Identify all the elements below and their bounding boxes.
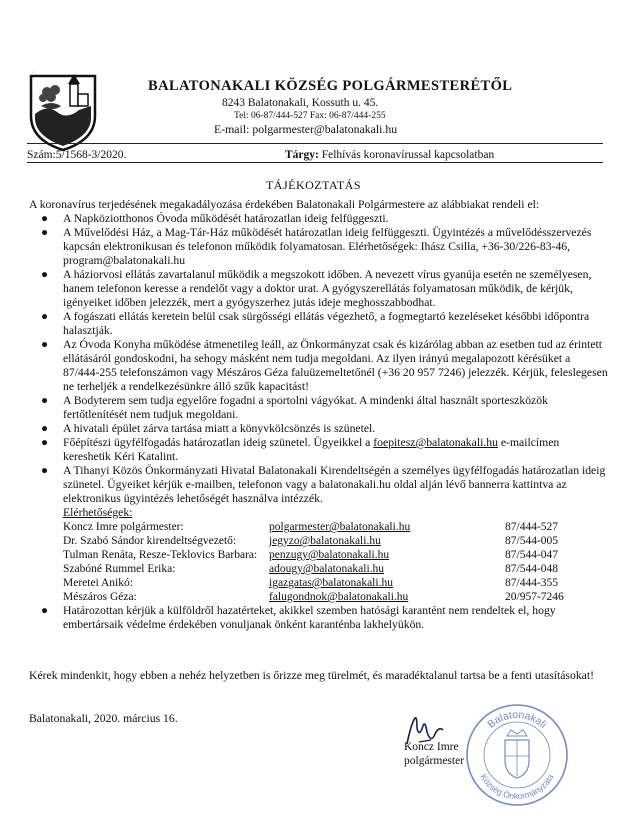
- table-row: [63, 576, 564, 590]
- contact-email-link[interactable]: falugondnok@balatonakali.hu: [269, 591, 409, 603]
- list-item: ● A hivatali épület zárva tartása miatt a könyvkölcsönzés is szünetel.: [41, 422, 376, 435]
- notice-body: [29, 198, 609, 632]
- table-row: [63, 562, 564, 576]
- list-item: ● Főépítészi ügyfélfogadás határozatlan ideig szünetel. Ügyeikkel a foepitesz@balatonakali.hu e-mailcímen kereshetik Kéri Katalint.: [41, 436, 560, 463]
- bullet-icon: ●: [41, 464, 49, 477]
- contact-phone: 87/544-047: [505, 549, 559, 561]
- contact-name: Tulman Renáta, Resze-Teklovics Barbara:: [63, 549, 258, 561]
- bullet-icon: ●: [41, 338, 49, 351]
- contact-name: Mészáros Géza:: [63, 591, 137, 603]
- reference-divider: [27, 162, 603, 163]
- subject-line: [285, 149, 494, 161]
- bullet-icon: ●: [41, 226, 49, 239]
- letterhead-phone-fax: Tel: 06-87/444-527 Fax: 06-87/444-255: [234, 111, 386, 121]
- list-item: ● A Bodyterem sem tudja egyelőre fogadni a sportolni vágyókat. A mindenki által használt sporteszközök fertőtlenítését nem tudjuk megoldani.: [41, 394, 548, 421]
- municipal-coat-of-arms-icon: [27, 66, 99, 152]
- signer-title: polgármester: [404, 755, 465, 767]
- architect-email-link[interactable]: foepitesz@balatonakali.hu: [373, 436, 498, 449]
- contact-email-link[interactable]: igazgatas@balatonakali.hu: [269, 577, 393, 589]
- contacts-table: [63, 520, 564, 604]
- document-heading: TÁJÉKOZTATÁS: [265, 178, 362, 192]
- contact-name: Koncz Imre polgármester:: [63, 521, 184, 533]
- bullet-icon: ●: [41, 436, 49, 449]
- table-row: [63, 520, 564, 534]
- svg-text:·: ·: [32, 70, 34, 76]
- contacts-title: Elérhetőségek:: [63, 506, 133, 519]
- contact-phone: 87/444-355: [505, 577, 559, 589]
- header-divider: [27, 143, 603, 144]
- round-official-stamp-icon: [462, 700, 572, 810]
- contact-phone: 87/544-005: [505, 535, 559, 547]
- list-item: ● A Napköziotthonos Óvoda működését határozatlan ideig felfüggeszti.: [41, 212, 389, 225]
- list-item: ● A háziorvosi ellátás zavartalanul működik a megszokott időben. A nevezett vírus gyanúja esetén ne személyesen, hanem telefonon keresse a rendelőt vagy a doktor urat. A gyógyszerellátás folyamatosan működik, de kérjük, igényeiket időben jelezzék, mert a gyógyszerhez jutás ideje meghosszabbodhat.: [41, 268, 592, 309]
- contact-email-link[interactable]: penzugy@balatonakali.hu: [269, 549, 390, 561]
- list-item: ● Az Óvoda Konyha működése átmenetileg leáll, az Önkormányzat csak és kizárólag abban az esetben tud az érintett ellátásáról gondoskodni, ha sehogy másként nem tudja megoldani. Az ilyen irányú megalapozott kérésüket a 87/444-255 telefonszámon vagy Mészáros Géza faluüzemeltetőnél (+36 20 957 7246) jelezzék. Kérjük, feleslegesen ne terheljék a rendelkezésünkre álló szűk kapacitást!: [41, 338, 608, 393]
- contact-phone: 20/957-7246: [505, 591, 564, 603]
- bullet-icon: ●: [41, 268, 49, 281]
- bullet-icon: ●: [41, 394, 49, 407]
- bullet-icon: ●: [41, 310, 49, 323]
- bullet-icon: ●: [41, 212, 49, 225]
- quarantine-list: [29, 604, 609, 632]
- closing-paragraph: Kérek mindenkit, hogy ebben a nehéz helyzetben is őrizze meg türelmét, és maradéktalanul tartsa be a fenti utasításokat!: [29, 669, 594, 682]
- bullet-icon: ●: [41, 604, 49, 617]
- stamp-bottom-text: Község Önkormányzata: [478, 772, 556, 802]
- contact-name: Szabóné Rummel Erika:: [63, 563, 176, 575]
- table-row: [63, 534, 564, 548]
- document-number: Szám:5/1568-3/2020.: [27, 149, 127, 161]
- letterhead-title: BALATONAKALI KÖZSÉG POLGÁRMESTERÉTŐL: [148, 78, 513, 94]
- subject-label: Tárgy:: [285, 149, 319, 161]
- intro-paragraph: A koronavírus terjedésének megakadályozása érdekében Balatonakali Polgármestere az alábbiakat rendeli el:: [29, 198, 540, 211]
- contact-email-link[interactable]: polgarmester@balatonakali.hu: [269, 521, 411, 533]
- list-item: ● A Művelődési Ház, a Mag-Tár-Ház működését határozatlan ideig felfüggeszti. Ügyintézés a művelődésszervezés kapcsán elektronikusan és telefonon működik folyamatosan. Elérhetőségek: Ihász Csilla, +36-30/226-83-46, program@balatonakali.hu: [41, 226, 592, 267]
- contact-email-link[interactable]: jegyzo@balatonakali.hu: [269, 535, 381, 547]
- list-item: ● A fogászati ellátás keretein belül csak sürgősségi ellátás végezhető, a fogmegtartó kezeléseket későbbi időpontra halasztják.: [41, 310, 590, 337]
- table-row: [63, 548, 564, 562]
- signer-name: Koncz Imre: [404, 741, 459, 753]
- bullet-icon: ●: [41, 422, 49, 435]
- stamp-top-text: Balatonakali: [485, 708, 549, 731]
- contact-name: Dr. Szabó Sándor kirendeltségvezető:: [63, 535, 237, 547]
- contact-email-link[interactable]: adougy@balatonakali.hu: [269, 563, 385, 575]
- list-item: ● Határozottan kérjük a külföldről hazatérteket, akikkel szemben hatósági karantént nem rendeltek el, hogy embertársaik védelme érdekében vonuljanak önként karanténba lakhelyükön.: [41, 604, 556, 631]
- contact-name: Meretei Anikó:: [63, 577, 133, 589]
- measures-list: [29, 212, 609, 506]
- reference-row: [27, 149, 603, 163]
- list-item: ● A Tihanyi Közös Önkormányzati Hivatal Balatonakali Kirendeltségén a személyes ügyfélfogadás határozatlan ideig szünetel. Ügyeiket kérjük e-mailben, telefonon vagy a balatonakali.hu oldal alján lévő bannerra kattintva az elektronikus ügyintézés lehetőségét használva intézzék.: [41, 464, 606, 505]
- subject-text: Felhívás koronavírussal kapcsolatban: [318, 149, 495, 161]
- date-line: Balatonakali, 2020. március 16.: [29, 712, 178, 725]
- svg-text:Balatonakali: [485, 709, 549, 731]
- contact-phone: 87/444-527: [505, 521, 559, 533]
- contact-phone: 87/544-048: [505, 563, 559, 575]
- letterhead-address: 8243 Balatonakali, Kossuth u. 45.: [222, 97, 379, 109]
- letterhead-email: E-mail: polgarmester@balatonakali.hu: [214, 122, 398, 136]
- table-row: [63, 590, 564, 604]
